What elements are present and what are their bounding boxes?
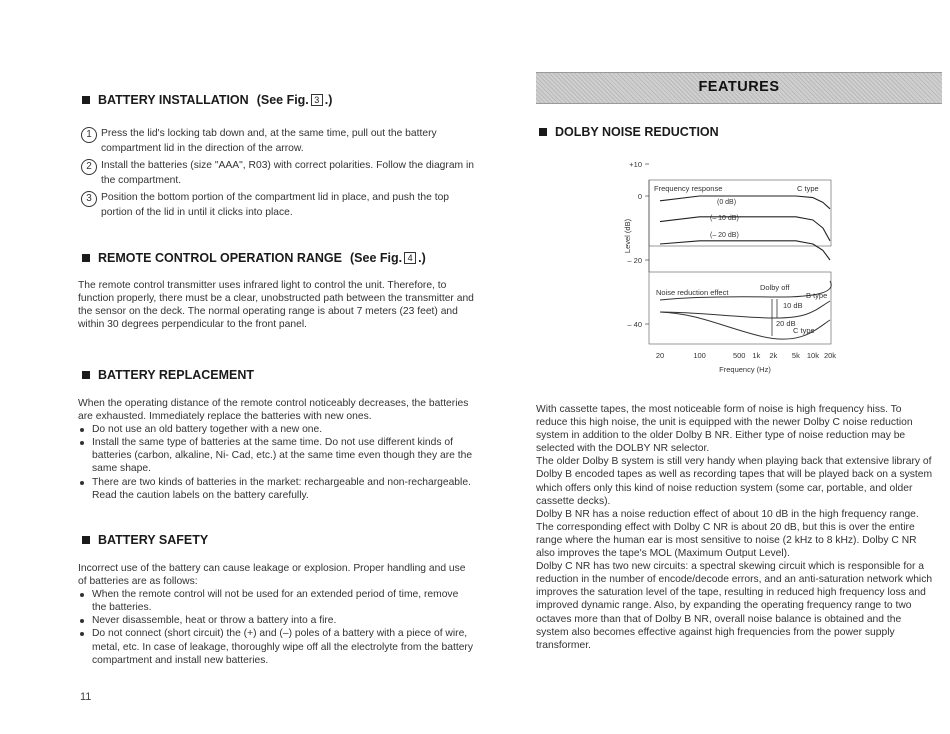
- y-tick-label: +10: [629, 160, 642, 169]
- battery-replacement-body: When the operating distance of the remote control noticeably decreases, the batteries are exhausted. Immediately replace the batteries with new ones.: [78, 398, 469, 423]
- paragraph: Dolby B NR has a noise reduction effect of about 10 dB in the high frequency range. The corresponding effect with Dolby C NR is about 20 dB, but this is over the entire range where the human ear is most sensitive to noise (2 kHz to 8 kHz). Dolby C NR also improves the tape's MOL (Maximum Output Level).: [536, 508, 919, 560]
- page-number: 11: [80, 691, 92, 703]
- chart-frame: [649, 180, 831, 344]
- battery-replacement-title: BATTERY REPLACEMENT: [98, 368, 255, 382]
- see-fig-prefix: (See Fig.: [256, 93, 309, 107]
- b-type-curve: [660, 301, 830, 318]
- response-curve-0: [660, 196, 830, 209]
- paragraph: With cassette tapes, the most noticeable form of noise is high frequency hiss. To reduce this high noise, the unit is equipped with the newer Dolby C noise reduction system in addition to the older Dolby B NR. Either type of noise reduction may be selected with the DOLBY NR selector.: [536, 404, 913, 455]
- curve-label-20db: (– 20 dB): [710, 232, 739, 239]
- list-item: There are two kinds of batteries in the market: rechargeable and non-rechargeable. Read the caution labels on the battery carefully.: [78, 476, 480, 502]
- freq-response-label: Frequency response: [654, 184, 723, 193]
- dolby-title: DOLBY NOISE REDUCTION: [555, 125, 719, 139]
- y-tick-label: – 40: [627, 320, 642, 329]
- curve-label-10db: (– 10 dB): [710, 215, 739, 222]
- fig-number-box: 3: [311, 94, 323, 106]
- x-tick-label: 10k: [806, 351, 819, 360]
- see-fig-suffix: .): [418, 251, 426, 265]
- paragraph: The older Dolby B system is still very handy when playing back that extensive library of Dolby B encoded tapes as well as recording tapes that will be played back on a system which offers only this kind of noise reduction system (some car, portable, and older cassette decks).: [536, 456, 933, 507]
- step-number: 2: [81, 159, 97, 175]
- battery-safety-title: BATTERY SAFETY: [98, 533, 209, 547]
- x-tick-label: 2k: [769, 351, 778, 360]
- remote-range-body: The remote control transmitter uses infrared light to control the unit. Therefore, to function properly, there must be a clear, unobstructed path between the transmitter and the sensor on the deck. The normal operating range is about 7 meters (23 feet) and within 30 degrees perpendicular to the front panel.: [78, 280, 474, 331]
- x-tick-label: 500: [732, 351, 746, 360]
- x-tick-label: 5k: [791, 351, 800, 360]
- c-delta-label: 20 dB: [776, 319, 796, 328]
- response-curve-1: [660, 217, 830, 241]
- x-tick-label: 1k: [752, 351, 761, 360]
- y-tick-label: 0: [637, 192, 642, 201]
- y-tick-label: – 20: [627, 256, 642, 265]
- list-item: Do not use an old battery together with a new one.: [78, 423, 480, 436]
- step-number: 3: [81, 191, 97, 207]
- response-curve-2: [660, 241, 830, 260]
- list-item: Install the same type of batteries at the same time. Do not use different kinds of batteries (carbon, alkaline, Ni- Cad, etc.) at the same time even though they are the same shape.: [78, 436, 480, 475]
- step-text: Install the batteries (size "AAA", R03) with correct polarities. Follow the diagram in the compartment.: [101, 160, 475, 186]
- battery-safety-body: Incorrect use of the battery can cause leakage or explosion. Proper handling and use of batteries are as follows:: [78, 563, 466, 588]
- x-tick-label: 20k: [823, 351, 837, 360]
- b-type-label: B type: [806, 291, 828, 300]
- step-text: Press the lid's locking tab down and, at the same time, pull out the battery compartment lid in the direction of the arrow.: [101, 128, 437, 154]
- y-axis-label: Level (dB): [623, 218, 632, 254]
- curve-label-0db: (0 dB): [717, 199, 737, 206]
- list-item: Do not connect (short circuit) the (+) and (–) poles of a battery with a piece of wire, metal, etc. In case of leakage, thoroughly wipe off all the electrolyte from the battery compartment and install new batteries.: [78, 627, 473, 666]
- battery-installation-title: BATTERY INSTALLATION: [98, 93, 249, 107]
- list-item: When the remote control will not be used for an extended period of time, remove the batteries.: [78, 588, 473, 614]
- see-fig-suffix: .): [324, 93, 333, 107]
- c-type-label-upper: C type: [797, 184, 819, 193]
- fig-number-box: 4: [404, 252, 416, 264]
- step-number: 1: [81, 127, 97, 143]
- paragraph: Dolby C NR has two new circuits: a spectral skewing circuit which is responsible for a reduction in the number of encode/decode errors, and an anti-saturation network which improves the saturation level of the tape, resulting in reduced high frequency loss and improved dynamic range. Also, by expanding the operating frequency range to two octaves more than that of Dolby B NR, overall noise balance is obtained and the system also becomes effective against high frequencies from the power supply transformer.: [536, 561, 933, 651]
- x-tick-label: 100: [693, 351, 706, 360]
- see-fig-prefix: (See Fig.: [350, 251, 403, 265]
- dolby-body: [536, 403, 934, 652]
- x-tick-label: 20: [655, 351, 665, 360]
- x-axis-label: Frequency (Hz): [719, 365, 771, 374]
- list-item: Never disassemble, heat or throw a battery into a fire.: [78, 614, 473, 627]
- remote-range-title: REMOTE CONTROL OPERATION RANGE: [98, 251, 342, 265]
- dolby-off-label: Dolby off: [760, 283, 790, 292]
- step-text: Position the bottom portion of the compartment lid in place, and push the top portion of the lid in until it clicks into place.: [101, 192, 450, 218]
- c-type-label-lower: C type: [793, 326, 815, 335]
- b-delta-label: 10 dB: [783, 301, 803, 310]
- noise-reduction-label: Noise reduction effect: [656, 288, 729, 297]
- features-title: FEATURES: [698, 79, 780, 95]
